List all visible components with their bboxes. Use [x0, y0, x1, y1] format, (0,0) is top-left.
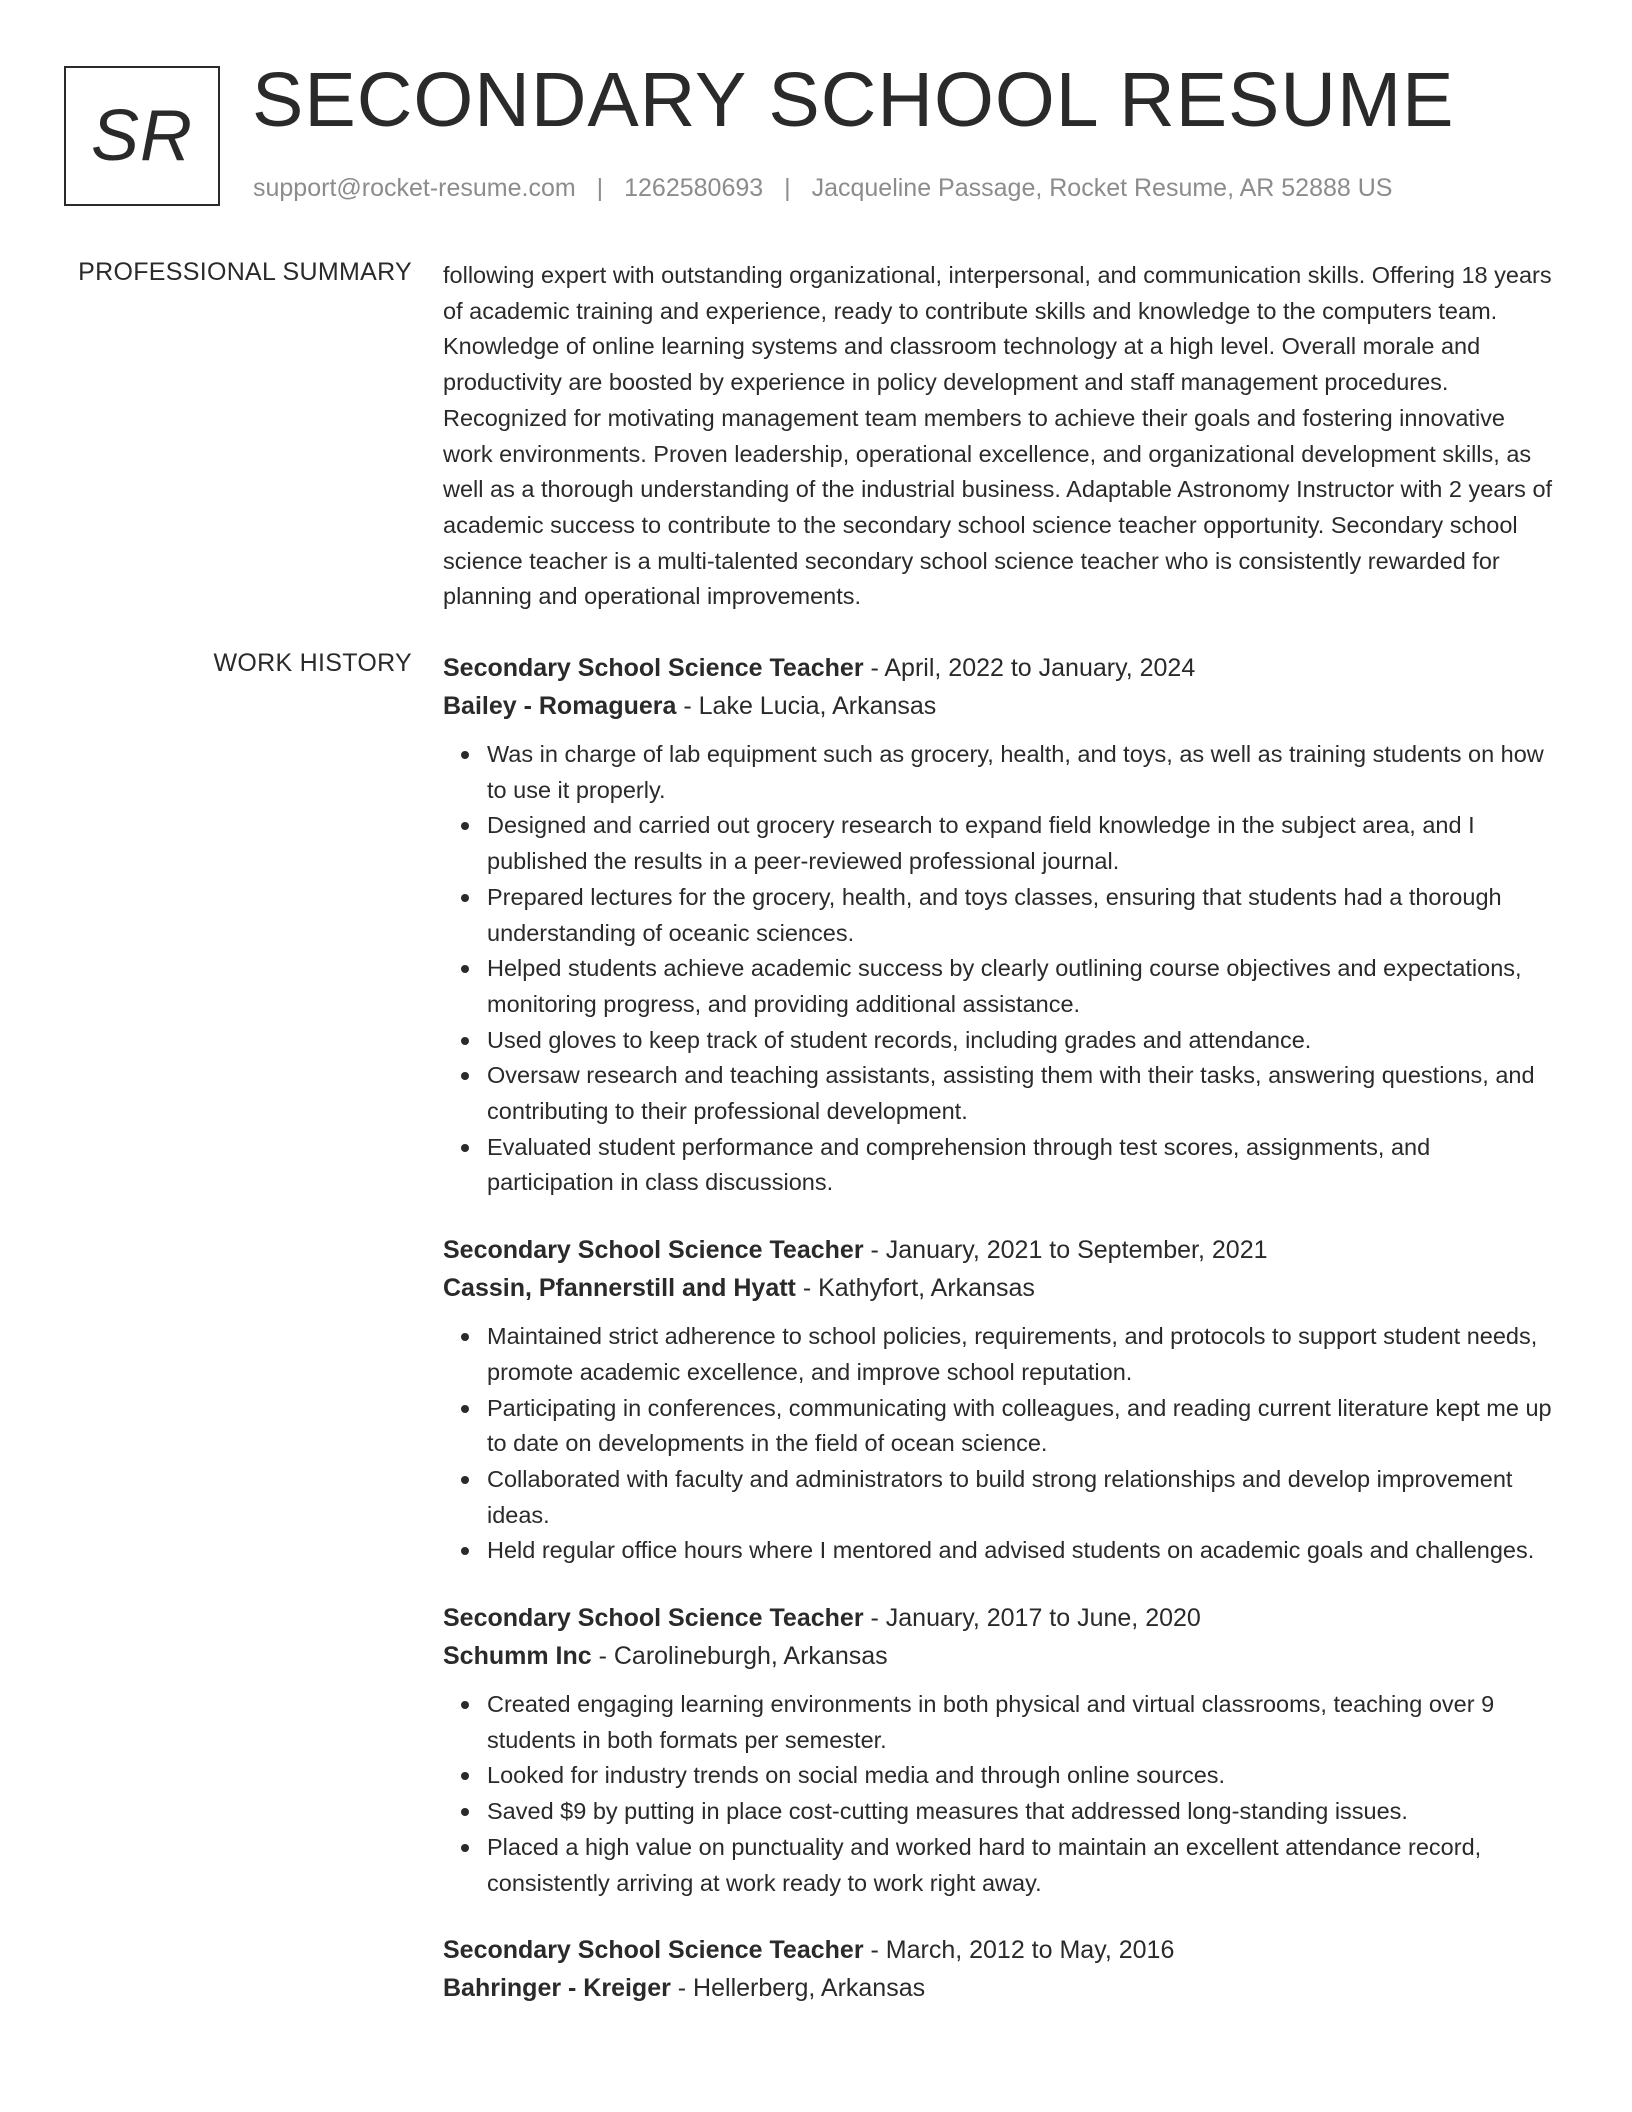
job-company-line [443, 1269, 1558, 1307]
job-bullet: Helped students achieve academic success by clearly outlining course objectives and expectations, monitoring progress, and providing additional assistance. [487, 951, 1558, 1022]
job-location: - Kathyfort, Arkansas [795, 1274, 1035, 1303]
summary-text: following expert with outstanding organizational, interpersonal, and communication skills. Offering 18 years of academic training and experience, ready to contribute skills and knowledge to the computers team. Knowledge of online learning systems and classroom technology at a high level. Overall morale and productivity are boosted by experience in policy development and staff management procedures. Recognized for motivating management team members to achieve their goals and fostering innovative work environments. Proven leadership, operational excellence, and organizational development skills, as well as a thorough understanding of the industrial business. Adaptable Astronomy Instructor with 2 years of academic success to contribute to the secondary school science teacher opportunity. Secondary school science teacher is a multi-talented secondary school science teacher who is consistently rewarded for planning and operational improvements. [443, 262, 1553, 610]
job-location: - Carolineburgh, Arkansas [591, 1642, 888, 1671]
job-company: Bailey - Romaguera [443, 692, 677, 720]
job-entry [443, 649, 1558, 1201]
work-history-body [443, 649, 1558, 2037]
job-title-line [443, 649, 1558, 687]
job-dates: - January, 2017 to June, 2020 [863, 1604, 1201, 1633]
job-location: - Hellerberg, Arkansas [670, 1974, 926, 2003]
monogram-logo [64, 66, 220, 206]
job-title-line [443, 1931, 1558, 1969]
resume-title: SECONDARY SCHOOL RESUME [252, 57, 1455, 143]
contact-phone: 1262580693 [624, 174, 764, 202]
work-history-heading: WORK HISTORY [213, 649, 412, 677]
initials: SR [90, 96, 194, 176]
job-title: Secondary School Science Teacher [443, 1236, 864, 1265]
job-dates: - April, 2022 to January, 2024 [863, 654, 1196, 682]
job-bullet: Maintained strict adherence to school policies, requirements, and protocols to support student needs, promote academic excellence, and improve school reputation. [487, 1319, 1558, 1390]
job-entry [443, 1231, 1558, 1569]
summary-heading: PROFESSIONAL SUMMARY [78, 258, 412, 286]
job-bullet: Designed and carried out grocery research to expand field knowledge in the subject area, and I published the results in a peer-reviewed professional journal. [487, 808, 1558, 879]
job-bullet: Placed a high value on punctuality and worked hard to maintain an excellent attendance record, consistently arriving at work ready to work right away. [487, 1830, 1558, 1901]
job-entry [443, 1599, 1558, 1901]
summary-body [443, 258, 1558, 615]
contact-separator: | [596, 174, 604, 202]
job-company: Schumm Inc [443, 1642, 592, 1671]
job-dates: - January, 2021 to September, 2021 [863, 1236, 1268, 1265]
job-company: Cassin, Pfannerstill and Hyatt [443, 1274, 796, 1303]
contact-line [253, 174, 1392, 203]
job-bullet: Looked for industry trends on social media and through online sources. [487, 1758, 1558, 1794]
contact-separator: | [784, 174, 791, 202]
job-title-line [443, 1599, 1558, 1637]
job-bullet: Was in charge of lab equipment such as grocery, health, and toys, as well as training students on how to use it properly. [487, 737, 1558, 808]
job-bullets [443, 1687, 1558, 1901]
job-bullet: Prepared lectures for the grocery, health, and toys classes, ensuring that students had a thorough understanding of oceanic sciences. [487, 880, 1558, 951]
job-bullet: Evaluated student performance and comprehension through test scores, assignments, and participation in class discussions. [487, 1130, 1558, 1201]
job-bullet: Collaborated with faculty and administrators to build strong relationships and develop improvement ideas. [487, 1462, 1558, 1533]
job-bullets [443, 1319, 1558, 1569]
job-bullet: Oversaw research and teaching assistants, assisting them with their tasks, answering questions, and contributing to their professional development. [487, 1058, 1558, 1129]
job-location: - Lake Lucia, Arkansas [676, 692, 937, 720]
job-title: Secondary School Science Teacher [443, 1936, 864, 1965]
job-title: Secondary School Science Teacher [443, 1604, 864, 1633]
contact-email: support@rocket-resume.com [253, 174, 576, 202]
job-bullet: Held regular office hours where I mentored and advised students on academic goals and challenges. [487, 1533, 1558, 1569]
job-company-line [443, 1969, 1558, 2007]
job-company: Bahringer - Kreiger [443, 1974, 671, 2003]
job-bullet: Participating in conferences, communicating with colleagues, and reading current literature kept me up to date on developments in the field of ocean science. [487, 1391, 1558, 1462]
job-company-line [443, 687, 1558, 725]
job-bullet: Used gloves to keep track of student records, including grades and attendance. [487, 1023, 1558, 1059]
job-bullet: Saved $9 by putting in place cost-cutting measures that addressed long-standing issues. [487, 1794, 1558, 1830]
contact-address: Jacqueline Passage, Rocket Resume, AR 52888 US [811, 174, 1393, 202]
job-bullets [443, 737, 1558, 1201]
job-bullet: Created engaging learning environments in both physical and virtual classrooms, teaching over 9 students in both formats per semester. [487, 1687, 1558, 1758]
job-title-line [443, 1231, 1558, 1269]
job-company-line [443, 1637, 1558, 1675]
job-dates: - March, 2012 to May, 2016 [863, 1936, 1175, 1965]
job-title: Secondary School Science Teacher [443, 654, 864, 682]
job-entry [443, 1931, 1558, 2007]
